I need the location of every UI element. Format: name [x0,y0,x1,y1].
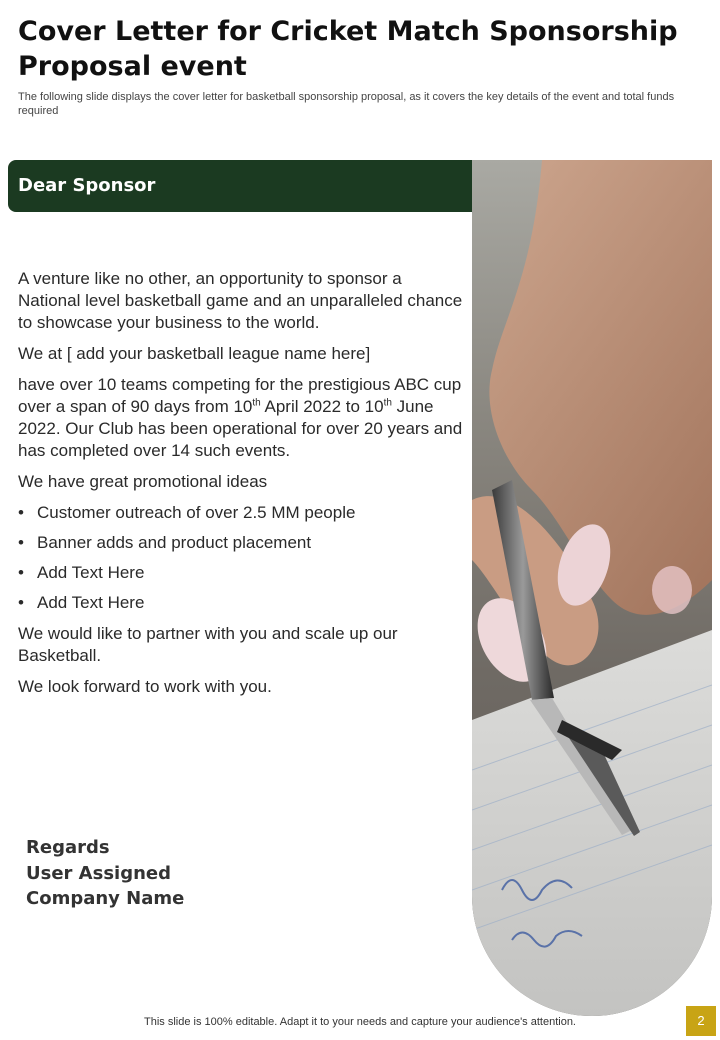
page-subtitle: The following slide displays the cover letter for basketball sponsorship proposal, as it covers the key details of the event and total funds required [18,91,675,117]
promotion-list [18,502,464,614]
user-name: User Assigned [26,862,172,884]
letter-text: have over 10 teams competing for the prestigious ABC cup over a span of 90 days from 10 [18,375,462,416]
letter-paragraph [18,374,464,462]
letter-paragraph: We at [ add your basketball league name here] [18,344,371,363]
list-item-text: Customer outreach of over 2.5 MM people [37,503,356,522]
list-item-text: Add Text Here [37,563,145,582]
letter-paragraph: We would like to partner with you and scale up our Basketball. [18,624,398,665]
salutation-banner: Dear Sponsor [8,160,474,212]
signature-block [26,835,426,912]
footer-note: This slide is 100% editable. Adapt it to your needs and capture your audience's attention. [144,1016,576,1028]
hand-writing-photo [472,160,712,1016]
ordinal-suffix: th [383,397,392,409]
bullet-icon: • [18,503,24,522]
list-item [18,562,464,584]
list-item [18,592,464,614]
letter-body [18,268,464,707]
letter-text: April 2022 to 10 [260,397,384,416]
ordinal-suffix: th [252,397,261,409]
list-item [18,532,464,554]
letter-paragraph: We have great promotional ideas [18,472,268,491]
company-name: Company Name [26,888,185,909]
bullet-icon: • [18,563,24,582]
bullet-icon: • [18,533,24,552]
bullet-icon: • [18,593,24,612]
page-title: Cover Letter for Cricket Match Sponsorship Proposal event [18,16,678,82]
list-item [18,502,464,524]
page-number-badge: 2 [686,1006,716,1036]
letter-paragraph: We look forward to work with you. [18,677,272,696]
letter-text: June 2022. Our Club has been operational for over 20 years and has completed over 14 such events. [18,397,463,460]
regards-label: Regards [26,837,110,858]
list-item-text: Add Text Here [37,593,145,612]
list-item-text: Banner adds and product placement [37,533,312,552]
letter-paragraph: A venture like no other, an opportunity to sponsor a National level basketball game and an unparalleled chance to showcase your business to the world. [18,269,463,332]
